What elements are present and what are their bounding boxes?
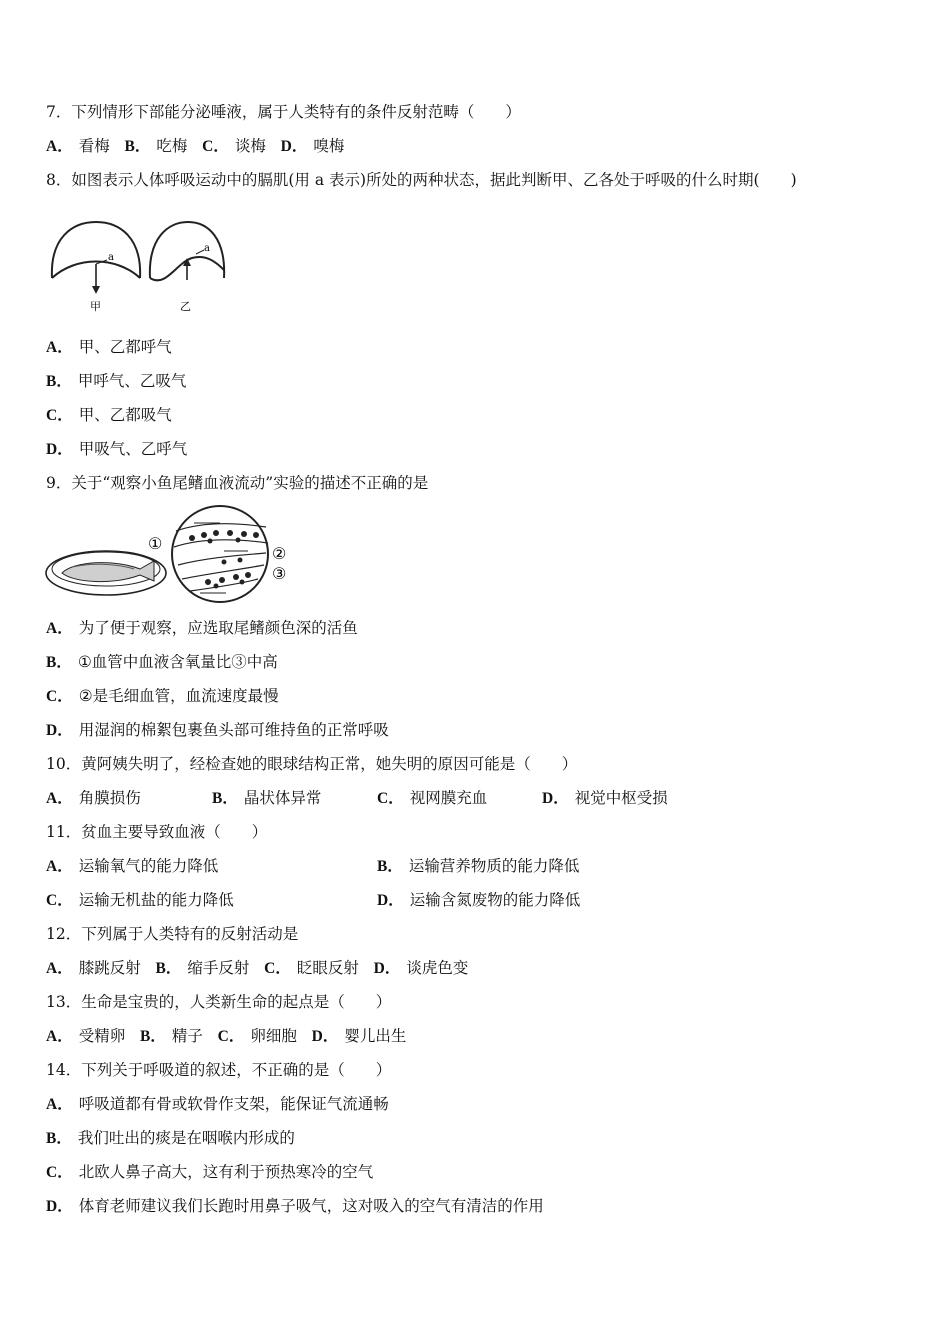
q7-opt-d-label: D． (280, 138, 308, 155)
q11-opt-c: 运输无机盐的能力降低 (78, 891, 234, 909)
q7-opt-b: 吃梅 (156, 137, 188, 155)
q14-opt-b: 我们吐出的痰是在咽喉内形成的 (77, 1129, 295, 1147)
q10-opt-b: 晶状体异常 (243, 789, 322, 807)
marker-1: ① (148, 534, 163, 553)
q8-opt-d-label: D． (46, 441, 73, 458)
q14-opt-a-label: A． (46, 1096, 73, 1113)
q12-opt-a-label: A． (46, 960, 73, 977)
q10-opt-a-label: A． (46, 790, 73, 807)
q13-options (46, 1026, 406, 1047)
q9-opt-d-label: D． (46, 722, 73, 739)
q11-opt-a-label: A． (46, 858, 73, 875)
q9-opt-c-label: C． (46, 688, 73, 705)
q11-option-a (46, 856, 218, 877)
q10-stem: 10．黄阿姨失明了，经检查她的眼球结构正常，她失明的原因可能是（ ） (46, 755, 578, 773)
q8-stem: 8．如图表示人体呼吸运动中的膈肌(用 a 表示)所处的两种状态，据此判断甲、乙各处于呼吸的什么时期( ) (46, 171, 797, 189)
q14-option-c (46, 1162, 373, 1183)
left-arrowhead (92, 286, 100, 294)
left-label-a: a (108, 252, 114, 263)
q7-opt-c-label: C． (202, 138, 229, 155)
q8-opt-d: 甲吸气、乙呼气 (78, 440, 188, 458)
q11-option-c (46, 890, 234, 911)
q8-opt-a-label: A． (46, 339, 73, 356)
q8-opt-b: 甲呼气、乙吸气 (77, 372, 187, 390)
q14-opt-d-label: D． (46, 1198, 73, 1215)
q9-opt-c: ②是毛细血管，血流速度最慢 (78, 687, 279, 705)
q12-opt-b-label: B． (155, 960, 182, 977)
q13-stem: 13．生命是宝贵的，人类新生命的起点是（ ） (46, 993, 392, 1011)
q13-opt-a: 受精卵 (78, 1027, 126, 1045)
q13-opt-b: 精子 (171, 1027, 203, 1045)
q12-opt-a: 膝跳反射 (78, 959, 141, 977)
q9-stem: 9．关于“观察小鱼尾鳍血液流动”实验的描述不正确的是 (46, 474, 429, 492)
q8-option-c (46, 405, 172, 426)
q14-opt-b-label: B． (46, 1130, 72, 1147)
q13-opt-a-label: A． (46, 1028, 73, 1045)
q14-option-d (46, 1196, 544, 1217)
q8-opt-c-label: C． (46, 407, 73, 424)
q14-option-b (46, 1128, 295, 1149)
q8-opt-b-label: B． (46, 373, 72, 390)
q9-opt-d: 用湿润的棉絮包裹鱼头部可维持鱼的正常呼吸 (78, 721, 389, 739)
q8-opt-c: 甲、乙都吸气 (78, 406, 172, 424)
q10-option-a (46, 788, 141, 809)
right-caption: 乙 (180, 300, 191, 312)
q9-option-d (46, 720, 389, 741)
q12-opt-c-label: C． (264, 960, 291, 977)
q7-stem: 7．下列情形下部能分泌唾液，属于人类特有的条件反射范畴（ ） (46, 103, 521, 121)
q14-opt-c: 北欧人鼻子高大，这有利于预热寒冷的空气 (78, 1163, 374, 1181)
q10-opt-c: 视网膜充血 (409, 789, 488, 807)
q10-opt-c-label: C． (377, 790, 404, 807)
q13-opt-d: 婴儿出生 (344, 1027, 407, 1045)
marker-3: ③ (272, 564, 287, 583)
q11-opt-d: 运输含氮废物的能力降低 (409, 891, 581, 909)
q13-opt-d-label: D． (311, 1028, 339, 1045)
q7-opt-a-label: A． (46, 138, 73, 155)
q7-options (46, 136, 344, 157)
q7-opt-c: 谈梅 (234, 137, 266, 155)
q7-opt-d: 嗅梅 (313, 137, 345, 155)
q10-opt-b-label: B． (212, 790, 238, 807)
q7-opt-a: 看梅 (78, 137, 110, 155)
diaphragm-figure (46, 218, 232, 312)
q14-option-a (46, 1094, 389, 1115)
q8-option-d (46, 439, 187, 460)
q13-opt-c: 卵细胞 (250, 1027, 297, 1045)
q8-option-b (46, 371, 186, 392)
q9-opt-b: ①血管中血液含氧量比③中高 (77, 653, 278, 671)
right-pointer-line (196, 250, 204, 254)
q10-option-b (212, 788, 321, 809)
q12-opt-d-label: D． (373, 960, 401, 977)
q14-opt-c-label: C． (46, 1164, 73, 1181)
q8-option-a (46, 337, 172, 358)
q11-opt-a: 运输氧气的能力降低 (78, 857, 219, 875)
q14-opt-a: 呼吸道都有骨或软骨作支架，能保证气流通畅 (78, 1095, 389, 1113)
q13-opt-b-label: B． (140, 1028, 166, 1045)
q11-opt-b: 运输营养物质的能力降低 (408, 857, 580, 875)
q12-opt-d: 谈虎色变 (406, 959, 469, 977)
right-label-a: a (204, 243, 210, 254)
q12-options (46, 958, 468, 979)
q9-opt-a: 为了便于观察，应选取尾鳍颜色深的活鱼 (78, 619, 358, 637)
q14-stem: 14．下列关于呼吸道的叙述，不正确的是（ ） (46, 1061, 392, 1079)
q9-option-c (46, 686, 279, 707)
q9-option-a (46, 618, 358, 639)
q10-opt-a: 角膜损伤 (78, 789, 141, 807)
q9-opt-a-label: A． (46, 620, 73, 637)
q12-opt-c: 眨眼反射 (296, 959, 359, 977)
fish-tail-figure (44, 503, 294, 603)
q11-option-b (377, 856, 579, 877)
q11-option-d (377, 890, 580, 911)
q11-opt-c-label: C． (46, 892, 73, 909)
q11-stem: 11．贫血主要导致血液（ ） (46, 823, 268, 841)
q8-opt-a: 甲、乙都呼气 (78, 338, 172, 356)
q10-opt-d-label: D． (542, 790, 569, 807)
q13-opt-c-label: C． (217, 1028, 245, 1045)
q10-option-d (542, 788, 668, 809)
q11-opt-b-label: B． (377, 858, 403, 875)
q14-opt-d: 体育老师建议我们长跑时用鼻子吸气，这对吸入的空气有清洁的作用 (78, 1197, 544, 1215)
q9-option-b (46, 652, 278, 673)
q9-opt-b-label: B． (46, 654, 72, 671)
q11-opt-d-label: D． (377, 892, 404, 909)
q10-opt-d: 视觉中枢受损 (574, 789, 668, 807)
q12-opt-b: 缩手反射 (187, 959, 250, 977)
q12-stem: 12．下列属于人类特有的反射活动是 (46, 925, 299, 943)
q10-option-c (377, 788, 487, 809)
left-caption: 甲 (90, 300, 101, 312)
q7-opt-b-label: B． (124, 138, 151, 155)
marker-2: ② (272, 544, 287, 563)
